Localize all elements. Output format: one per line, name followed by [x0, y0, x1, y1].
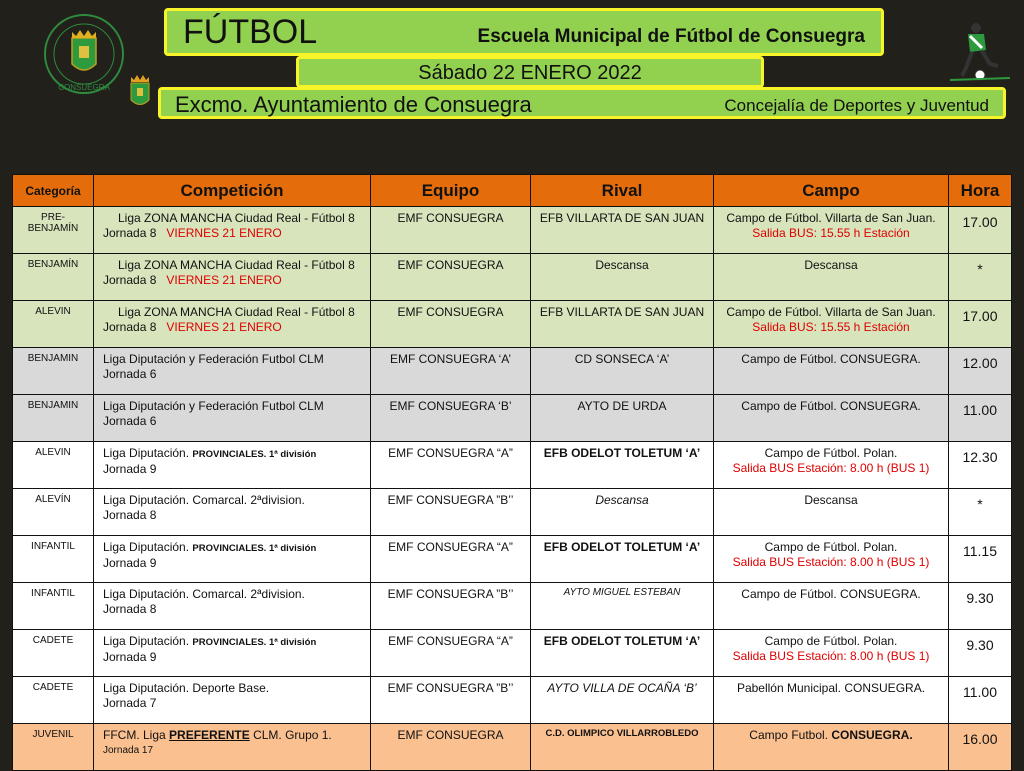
competition-name: Liga Diputación y Federación Futbol CLM — [103, 399, 324, 413]
cell-hora: * — [949, 254, 1012, 301]
competition-name: Liga Diputación. — [103, 540, 190, 554]
cell-equipo: EMF CONSUEGRA ”B’’ — [371, 489, 531, 536]
cell-equipo: EMF CONSUEGRA ‘B’ — [371, 395, 531, 442]
field-name: Campo de Fútbol. Villarta de San Juan. — [726, 305, 936, 319]
league-tier: PREFERENTE — [169, 728, 250, 742]
cell-hora: 17.00 — [949, 301, 1012, 348]
cell-campo — [714, 724, 949, 771]
table-row — [13, 395, 1012, 442]
header-categoria: Categoría — [13, 175, 94, 207]
cell-campo: Descansa — [714, 254, 949, 301]
table-row — [13, 348, 1012, 395]
ayuntamiento-name: Excmo. Ayuntamiento de Consuegra — [175, 92, 532, 117]
cell-competicion — [94, 536, 371, 583]
cell-campo: Campo de Fútbol. CONSUEGRA. — [714, 583, 949, 630]
table-row — [13, 630, 1012, 677]
cell-competicion — [94, 442, 371, 489]
competition-line — [103, 728, 366, 743]
cell-categoria: INFANTIL — [13, 536, 94, 583]
cell-categoria: BENJAMÍN — [13, 254, 94, 301]
round: Jornada 8 — [103, 226, 157, 240]
cell-campo — [714, 442, 949, 489]
cell-equipo: EMF CONSUEGRA “A” — [371, 536, 531, 583]
cell-categoria: JUVENIL — [13, 724, 94, 771]
cell-hora: 11.00 — [949, 677, 1012, 724]
table-row — [13, 254, 1012, 301]
cell-hora: * — [949, 489, 1012, 536]
cell-rival: AYTO DE URDA — [531, 395, 714, 442]
cell-hora: 12.00 — [949, 348, 1012, 395]
table-row — [13, 677, 1012, 724]
svg-text:CONSUEGRA: CONSUEGRA — [58, 83, 110, 92]
table-row — [13, 583, 1012, 630]
header-equipo: Equipo — [371, 175, 531, 207]
cell-campo — [714, 536, 949, 583]
soccer-player-icon — [950, 20, 1010, 82]
table-row — [13, 536, 1012, 583]
cell-rival: EFB ODELOT TOLETUM ‘A’ — [531, 536, 714, 583]
competition-name: Liga ZONA MANCHA Ciudad Real - Fútbol 8 — [118, 258, 355, 272]
header-campo: Campo — [714, 175, 949, 207]
cell-categoria: CADETE — [13, 677, 94, 724]
cell-hora: 9.30 — [949, 583, 1012, 630]
cell-hora: 9.30 — [949, 630, 1012, 677]
cell-competicion — [94, 583, 371, 630]
round: Jornada 8 — [103, 602, 157, 616]
cell-equipo: EMF CONSUEGRA — [371, 724, 531, 771]
table-row — [13, 207, 1012, 254]
cell-equipo: EMF CONSUEGRA — [371, 301, 531, 348]
title-banner — [164, 8, 884, 56]
header-competicion: Competición — [94, 175, 371, 207]
date-note: VIERNES 21 ENERO — [166, 320, 282, 334]
field-name: Campo Futbol. — [749, 728, 828, 742]
bus-info: Salida BUS: 15.55 h Estación — [752, 320, 910, 334]
cell-categoria: INFANTIL — [13, 583, 94, 630]
field-name: Campo de Fútbol. Polan. — [764, 634, 898, 648]
cell-equipo: EMF CONSUEGRA — [371, 207, 531, 254]
date-note: VIERNES 21 ENERO — [166, 226, 282, 240]
competition-name: Liga ZONA MANCHA Ciudad Real - Fútbol 8 — [118, 305, 355, 319]
table-header-row — [13, 175, 1012, 207]
header-hora: Hora — [949, 175, 1012, 207]
round: Jornada 6 — [103, 414, 157, 428]
division: PROVINCIALES. 1ª división — [192, 637, 317, 648]
cell-equipo: EMF CONSUEGRA ”B’’ — [371, 677, 531, 724]
cell-competicion — [94, 677, 371, 724]
cell-categoria: BENJAMIN — [13, 348, 94, 395]
cell-rival: EFB ODELOT TOLETUM ‘A’ — [531, 442, 714, 489]
cell-campo — [714, 301, 949, 348]
category-line: BENJAMÍN — [27, 223, 79, 234]
round: Jornada 8 — [103, 320, 157, 334]
club-crest-logo — [42, 12, 126, 96]
schedule-table — [12, 174, 1012, 771]
competition-line — [103, 634, 366, 650]
table-row — [13, 724, 1012, 771]
round: Jornada 8 — [103, 273, 157, 287]
field-name: Campo de Fútbol. Polan. — [764, 540, 898, 554]
bus-info: Salida BUS Estación: 8.00 h (BUS 1) — [732, 461, 930, 475]
round: Jornada 17 — [103, 745, 154, 756]
cell-campo — [714, 207, 949, 254]
competition-suffix: CLM. Grupo 1. — [253, 728, 332, 742]
table-row — [13, 489, 1012, 536]
table-row — [13, 442, 1012, 489]
cell-rival: EFB VILLARTA DE SAN JUAN — [531, 301, 714, 348]
cell-campo: Descansa — [714, 489, 949, 536]
cell-equipo: EMF CONSUEGRA ‘A’ — [371, 348, 531, 395]
bus-info: Salida BUS: 15.55 h Estación — [752, 226, 910, 240]
round: Jornada 9 — [103, 462, 157, 476]
cell-rival: EFB VILLARTA DE SAN JUAN — [531, 207, 714, 254]
cell-categoria — [13, 207, 94, 254]
round: Jornada 7 — [103, 696, 157, 710]
cell-hora: 16.00 — [949, 724, 1012, 771]
cell-equipo: EMF CONSUEGRA — [371, 254, 531, 301]
cell-campo: Campo de Fútbol. CONSUEGRA. — [714, 395, 949, 442]
cell-competicion — [94, 724, 371, 771]
cell-campo: Campo de Fútbol. CONSUEGRA. — [714, 348, 949, 395]
competition-name: Liga Diputación y Federación Futbol CLM — [103, 352, 324, 366]
sport-title: FÚTBOL — [183, 13, 318, 51]
competition-prefix: FFCM. Liga — [103, 728, 166, 742]
cell-rival: AYTO VILLA DE OCAÑA ‘B’ — [531, 677, 714, 724]
cell-categoria: CADETE — [13, 630, 94, 677]
competition-line — [103, 540, 366, 556]
cell-campo — [714, 630, 949, 677]
round: Jornada 6 — [103, 367, 157, 381]
cell-equipo: EMF CONSUEGRA “A” — [371, 442, 531, 489]
cell-categoria: BENJAMIN — [13, 395, 94, 442]
round: Jornada 9 — [103, 556, 157, 570]
competition-name: Liga Diputación. — [103, 446, 190, 460]
cell-hora: 17.00 — [949, 207, 1012, 254]
field-name: Campo de Fútbol. Villarta de San Juan. — [726, 211, 936, 225]
cell-hora: 11.15 — [949, 536, 1012, 583]
cell-competicion — [94, 301, 371, 348]
round-line — [103, 320, 366, 335]
cell-rival: C.D. OLIMPICO VILLARROBLEDO — [531, 724, 714, 771]
category-line: PRE- — [41, 212, 65, 223]
cell-rival: CD SONSECA ‘A’ — [531, 348, 714, 395]
competition-line — [103, 446, 366, 462]
field-town: CONSUEGRA. — [831, 728, 913, 742]
division: PROVINCIALES. 1ª división — [192, 543, 317, 554]
competition-name: Liga Diputación. Comarcal. 2ªdivision. — [103, 587, 305, 601]
round: Jornada 8 — [103, 508, 157, 522]
bus-info: Salida BUS Estación: 8.00 h (BUS 1) — [732, 555, 930, 569]
competition-name: Liga Diputación. Comarcal. 2ªdivision. — [103, 493, 305, 507]
bus-info: Salida BUS Estación: 8.00 h (BUS 1) — [732, 649, 930, 663]
cell-categoria: ALEVIN — [13, 442, 94, 489]
cell-competicion — [94, 395, 371, 442]
cell-competicion — [94, 254, 371, 301]
cell-competicion — [94, 489, 371, 536]
town-crest-logo — [128, 72, 152, 110]
cell-campo: Pabellón Municipal. CONSUEGRA. — [714, 677, 949, 724]
cell-hora: 12.30 — [949, 442, 1012, 489]
round-line — [103, 273, 366, 288]
round-line — [103, 226, 366, 241]
date-banner — [296, 56, 764, 88]
ayuntamiento-banner — [158, 87, 1006, 119]
competition-name: Liga Diputación. Deporte Base. — [103, 681, 270, 695]
cell-competicion — [94, 630, 371, 677]
cell-categoria: ALEVÍN — [13, 489, 94, 536]
division: PROVINCIALES. 1ª división — [192, 449, 317, 460]
competition-name: Liga ZONA MANCHA Ciudad Real - Fútbol 8 — [118, 211, 355, 225]
cell-rival: EFB ODELOT TOLETUM ‘A’ — [531, 630, 714, 677]
date-note: VIERNES 21 ENERO — [166, 273, 282, 287]
cell-equipo: EMF CONSUEGRA ”B’’ — [371, 583, 531, 630]
table-row — [13, 301, 1012, 348]
cell-equipo: EMF CONSUEGRA “A” — [371, 630, 531, 677]
cell-hora: 11.00 — [949, 395, 1012, 442]
field-name: Campo de Fútbol. Polan. — [764, 446, 898, 460]
department-name: Concejalía de Deportes y Juventud — [724, 96, 989, 115]
cell-rival: Descansa — [531, 254, 714, 301]
event-date: Sábado 22 ENERO 2022 — [418, 62, 642, 84]
cell-competicion — [94, 207, 371, 254]
cell-competicion — [94, 348, 371, 395]
cell-categoria: ALEVIN — [13, 301, 94, 348]
header-rival: Rival — [531, 175, 714, 207]
round: Jornada 9 — [103, 650, 157, 664]
school-name: Escuela Municipal de Fútbol de Consuegra — [477, 26, 865, 47]
cell-rival: AYTO MIGUEL ESTEBAN — [531, 583, 714, 630]
competition-name: Liga Diputación. — [103, 634, 190, 648]
cell-rival: Descansa — [531, 489, 714, 536]
